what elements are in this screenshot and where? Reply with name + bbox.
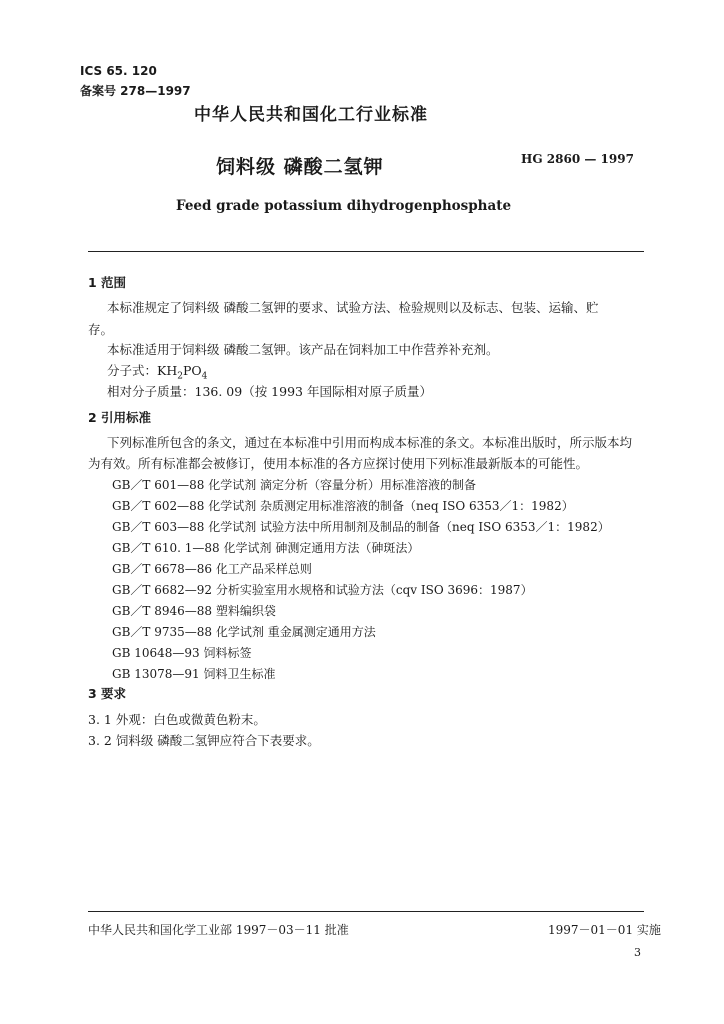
reference-item <box>112 623 376 640</box>
section-3-heading: 3 要求 <box>88 686 127 701</box>
reference-code: GB／T 610. 1—88 <box>112 541 220 555</box>
molecular-formula <box>107 361 207 382</box>
reference-name: 饲料标签 <box>203 646 252 660</box>
molecular-mass: 相对分子质量：136. 09（按 1993 年国际相对原子质量） <box>107 384 432 399</box>
english-title: Feed grade potassium dihydrogenphosphate <box>176 198 512 214</box>
reference-name: 化学试剂 滴定分析（容量分析）用标准溶液的制备 <box>208 478 477 492</box>
reference-code: GB 10648—93 <box>112 646 200 660</box>
reference-code: GB／T 603—88 <box>112 520 205 534</box>
footer-divider <box>88 911 644 912</box>
reference-item <box>112 665 276 682</box>
reference-name: 饲料卫生标准 <box>203 667 276 681</box>
reference-name: 化学试剂 重金属测定通用方法 <box>215 625 376 639</box>
formula-po: PO <box>183 363 202 378</box>
scope-paragraph-line1: 本标准规定了饲料级 磷酸二氢钾的要求、试验方法、检验规则以及标志、包装、运输、贮 <box>107 300 599 315</box>
formula-label: 分子式： <box>107 363 158 378</box>
reference-code: GB／T 602—88 <box>112 499 205 513</box>
standard-number: HG 2860 — 1997 <box>521 152 634 166</box>
section-2-heading: 2 引用标准 <box>88 410 152 425</box>
reference-code: GB 13078—91 <box>112 667 200 681</box>
formula-sub-2: 2 <box>177 371 183 382</box>
reference-code: GB／T 8946—88 <box>112 604 213 618</box>
reference-name: 化学试剂 砷测定通用方法（砷斑法） <box>223 541 420 555</box>
scope-paragraph-line2: 存。 <box>88 322 114 337</box>
header-divider <box>88 251 644 252</box>
reference-item <box>112 602 276 619</box>
reference-code: GB／T 6682—92 <box>112 583 213 597</box>
page-number: 3 <box>634 946 641 959</box>
effective-date: 1997－01－01 实施 <box>548 923 661 937</box>
approval-date: 中华人民共和国化学工业部 1997－03－11 批准 <box>88 923 349 937</box>
requirement-table-note: 3. 2 饲料级 磷酸二氢钾应符合下表要求。 <box>88 733 320 748</box>
reference-code: GB／T 601—88 <box>112 478 205 492</box>
reference-item <box>112 644 252 661</box>
reference-name: 化学试剂 杂质测定用标准溶液的制备（neq ISO 6353／1：1982） <box>208 499 574 513</box>
formula-sub-4: 4 <box>201 371 208 382</box>
reference-name: 塑料编织袋 <box>215 604 276 618</box>
reference-item <box>112 539 419 556</box>
reference-name: 化学试剂 试验方法中所用制剂及制品的制备（neq ISO 6353／1：1982） <box>208 520 610 534</box>
reference-name: 化工产品采样总则 <box>215 562 312 576</box>
ics-code: ICS 65. 120 <box>80 64 157 78</box>
reference-code: GB／T 9735—88 <box>112 625 213 639</box>
document-title: 饲料级 磷酸二氢钾 <box>216 156 384 178</box>
references-intro-line2: 为有效。所有标准都会被修订，使用本标准的各方应探讨使用下列标准最新版本的可能性。 <box>88 456 589 471</box>
reference-item <box>112 497 574 514</box>
reference-item <box>112 560 312 577</box>
record-number: 备案号 278—1997 <box>80 84 191 98</box>
reference-item <box>112 518 610 535</box>
formula-kh: KH <box>157 363 178 378</box>
section-1-heading: 1 范围 <box>88 275 127 290</box>
reference-item <box>112 476 476 493</box>
reference-item <box>112 581 533 598</box>
requirement-appearance: 3. 1 外观：白色或微黄色粉末。 <box>88 712 266 727</box>
references-intro-line1: 下列标准所包含的条文，通过在本标准中引用而构成本标准的条文。本标准出版时，所示版本均 <box>107 435 633 450</box>
scope-applicability: 本标准适用于饲料级 磷酸二氢钾。该产品在饲料加工中作营养补充剂。 <box>107 342 499 357</box>
reference-name: 分析实验室用水规格和试验方法（cqv ISO 3696：1987） <box>215 583 533 597</box>
reference-code: GB／T 6678—86 <box>112 562 213 576</box>
issuing-organization: 中华人民共和国化工行业标准 <box>194 105 428 125</box>
